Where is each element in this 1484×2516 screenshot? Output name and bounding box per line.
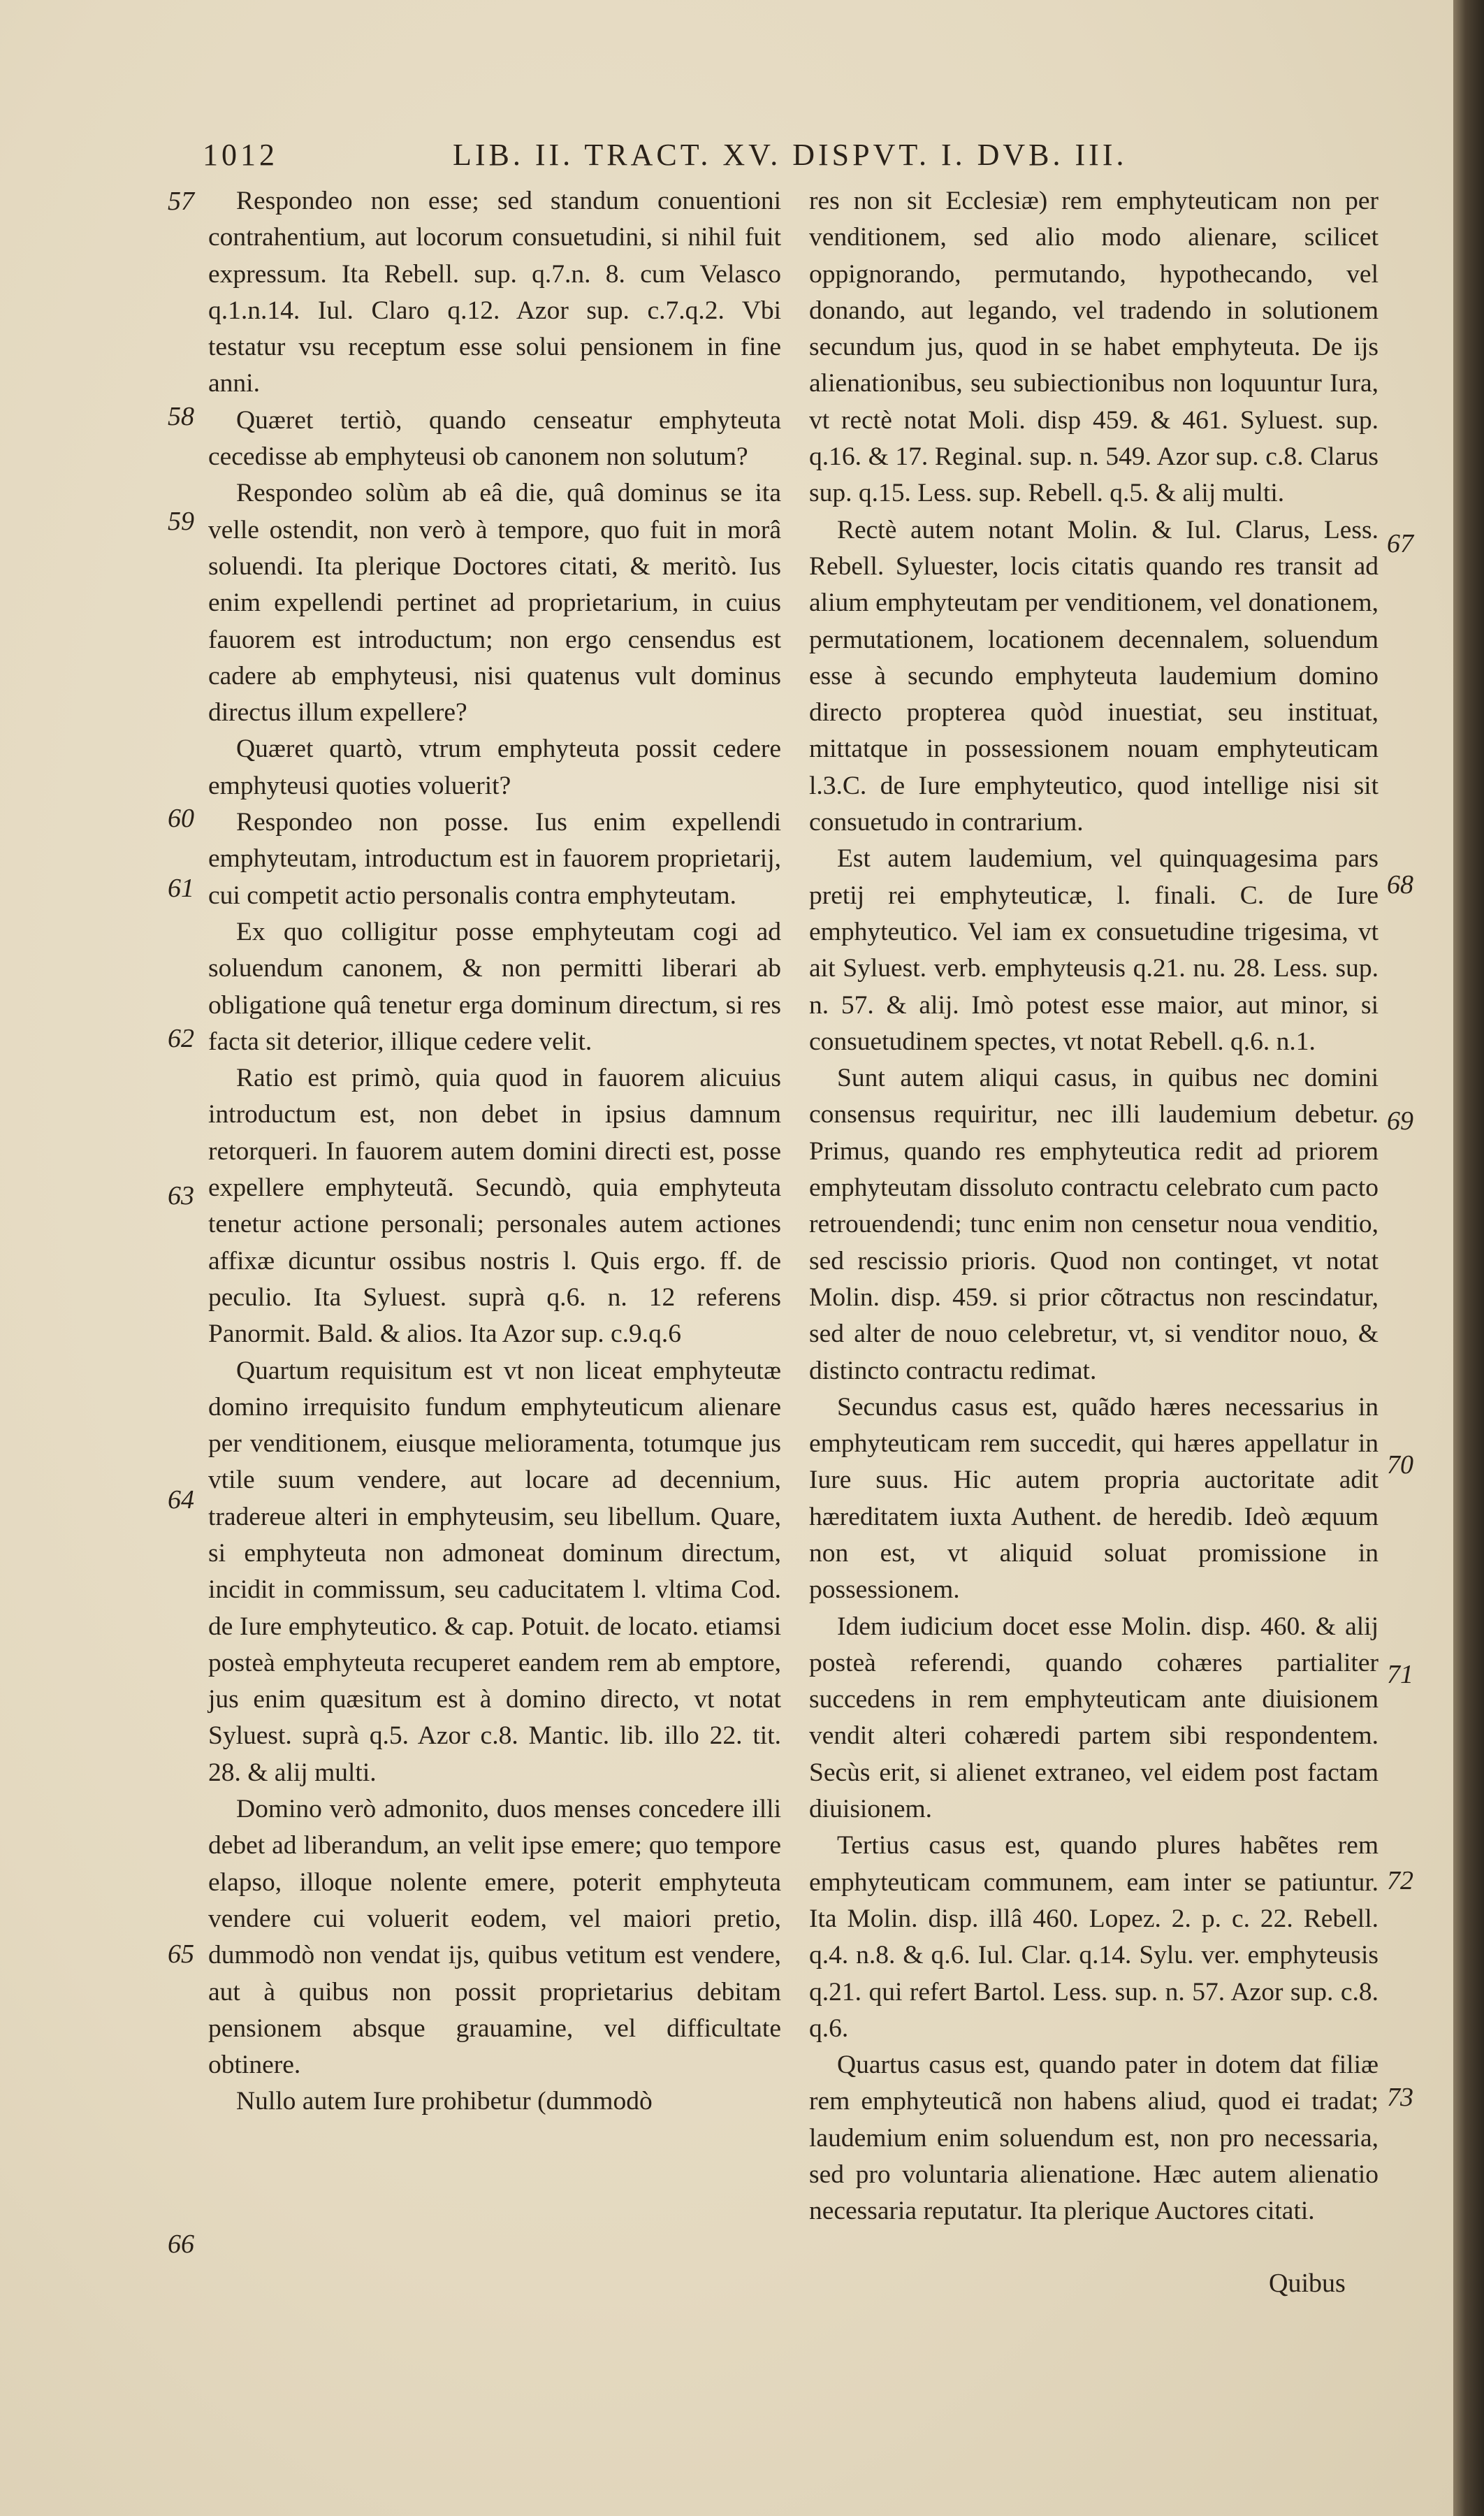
paragraph: Nullo autem Iure prohibetur (dummodò: [236, 2087, 653, 2116]
paragraph: Rectè autem notant Molin. & Iul. Clarus, Less. Rebell. Syluester, locis citatis quando res transit ad alium emphyteutam per venditionem, vel donationem, permutationem, locationem decennalem, soluendum esse à secundo emphyteuta laudemium domino directo propterea quòd inuestiat, seu instituat, mittatque in possessionem nouam emphyteuticam l.3.C. de Iure emphyteutico, quod intellige nisi sit consuetudo in contrarium.: [809, 515, 1378, 837]
margin-number: 72: [1387, 1866, 1413, 1895]
paragraph: Secundus casus est, quãdo hæres necessarius in emphyteuticam rem succedit, qui hæres appellatur in Iure suus. Hic autem propria auctoritate adit hæreditatem iuxta Authent. de heredib. Ideò æquum non est, vt aliquid soluat promissione in possessionem.: [809, 1392, 1378, 1605]
margin-number: 64: [168, 1485, 194, 1514]
paragraph: Est autem laudemium, vel quinquagesima pars pretij rei emphyteuticæ, l. finali. C. de Iure emphyteutico. Vel iam ex consuetudine trigesima, vt ait Syluest. verb. emphyteusis q.21. nu. 28. Less. sup. n. 57. & alij. Imò potest esse maior, aut minor, si consuetudinem spectes, vt notat Rebell. q.6. n.1.: [809, 844, 1378, 1056]
margin-number: 62: [168, 1024, 194, 1053]
margin-number: 57: [168, 187, 194, 216]
margin-number: 61: [168, 874, 194, 903]
margin-number: 68: [1387, 870, 1413, 899]
running-title: LIB. II. TRACT. XV. DISPVT. I. DVB. III.: [453, 138, 1128, 172]
paragraph: Respondeo solùm ab eâ die, quâ dominus se ita velle ostendit, non verò à tempore, quo fuit in morâ soluendi. Ita plerique Doctores citati, & meritò. Ius enim expellendi pertinet ad proprietarium, in cuius fauorem est introductum; non ergo censendus est cadere ab emphyteusi, nisi quatenus vult dominus directus illum expellere?: [208, 479, 781, 728]
page-header: [203, 137, 1230, 179]
margin-number: 67: [1387, 529, 1413, 558]
margin-number: 66: [168, 2229, 194, 2259]
paragraph: Tertius casus est, quando plures habẽtes rem emphyteuticam communem, eam inter se patiuntur. Ita Molin. disp. illâ 460. Lopez. 2. p. c. 22. Rebell. q.4. n.8. & q.6. Iul. Clar. q.14. Sylu. ver. emphyteusis q.21. qui refert Bartol. Less. sup. n. 57. Azor sup. c.8. q.6.: [809, 1831, 1378, 2043]
paragraph: Domino verò admonito, duos menses concedere illi debet ad liberandum, an velit ipse emere; quo tempore elapso, illoque nolente emere, poterit emphyteuta vendere cui voluerit eodem, vel maiori pretio, dummodò non vendat ijs, quibus vetitum est vendere, aut à quibus non possit proprietarius debitam pensionem absque grauamine, vel difficultate obtinere.: [208, 1795, 781, 2080]
margin-number: 59: [168, 507, 194, 536]
paragraph: Respondeo non posse. Ius enim expellendi emphyteutam, introductum est in fauorem proprietarij, cui competit actio personalis contra emphyteutam.: [208, 808, 781, 910]
paragraph: Quartum requisitum est vt non liceat emphyteutæ domino irrequisito fundum emphyteuticum alienare per venditionem, eiusque melioramenta, totumque jus vtile suum vendere, aut locare ad decennium, tradereue alteri in emphyteusim, seu libellum. Quare, si emphyteuta non admoneat dominum directum, incidit in commissum, seu caducitatem l. vltima Cod. de Iure emphyteutico. & cap. Potuit. de locato. etiamsi posteà emphyteuta recuperet eandem rem ab emptore, jus enim quæsitum est à domino directo, vt notat Syluest. suprà q.5. Azor c.8. Mantic. lib. illo 22. tit. 28. & alij multi.: [208, 1356, 781, 1787]
paragraph: Ratio est primò, quia quod in fauorem alicuius introductum est, non debet in ipsius damnum retorqueri. In fauorem autem domini directi est, posse expellere emphyteutã. Secundò, quia emphyteuta tenetur actione personali; personales autem actiones affixæ dicuntur ossibus nostris l. Quis ergo. ff. de peculio. Ita Syluest. suprà q.6. n. 12 referens Panormit. Bald. & alios. Ita Azor sup. c.9.q.6: [208, 1064, 781, 1349]
right-column: [809, 183, 1378, 2230]
paragraph: Respondeo non esse; sed standum conuentioni contrahentium, aut locorum consuetudini, si nihil fuit expressum. Ita Rebell. sup. q.7.n. 8. cum Velasco q.1.n.14. Iul. Claro q.12. Azor sup. c.7.q.2. Vbi testatur vsu receptum esse solui pensionem in fine anni.: [208, 187, 781, 398]
paragraph: Quartus casus est, quando pater in dotem dat filiæ rem emphyteuticã non habens aliud, quod ei tradat; laudemium enim soluendum est, non pro necessaria, sed pro voluntaria alienatione. Hæc autem alienatio necessaria reputatur. Ita plerique Auctores citati.: [809, 2051, 1378, 2226]
page-number: 1012: [203, 138, 278, 172]
paragraph: res non sit Ecclesiæ) rem emphyteuticam non per venditionem, sed alio modo alienare, scilicet oppignorando, permutando, hypothecando, vel donando, aut legando, vel tradendo in solutionem secundum jus, quod in se habet emphyteuta. De ijs alienationibus, seu subiectionibus non loquuntur Iura, vt rectè notat Moli. disp 459. & 461. Syluest. sup. q.16. & 17. Reginal. sup. n. 549. Azor sup. c.8. Clarus sup. q.15. Less. sup. Rebell. q.5. & alij multi.: [809, 187, 1378, 508]
paragraph: Ex quo colligitur posse emphyteutam cogi ad soluendum canonem, & non permitti liberari ab obligatione quâ tenetur erga dominum directum, si res facta sit deterior, illique cedere velit.: [208, 917, 781, 1056]
margin-number: 65: [168, 1939, 194, 1969]
margin-number: 60: [168, 804, 194, 833]
paragraph: Sunt autem aliqui casus, in quibus nec domini consensus requiritur, nec illi laudemium debetur. Primus, quando res emphyteutica redit ad priorem emphyteutam dissoluto contractu celebrato cum pacto retrouendendi; tunc enim non censetur noua venditio, sed rescissio prioris. Quod non continget, vt notat Molin. disp. 459. si prior cõtractus non rescindatur, sed alter de nouo celebretur, vt, si venditor nouo, & distincto contractu redimat.: [809, 1064, 1378, 1385]
catchword: Quibus: [1269, 2269, 1346, 2298]
paragraph: Quæret quartò, vtrum emphyteuta possit cedere emphyteusi quoties voluerit?: [208, 735, 781, 800]
margin-number: 70: [1387, 1450, 1413, 1480]
margin-number: 73: [1387, 2083, 1413, 2112]
page-edge-shadow: [1453, 0, 1484, 2516]
margin-number: 63: [168, 1181, 194, 1210]
margin-number: 69: [1387, 1106, 1413, 1136]
paragraph: Quæret tertiò, quando censeatur emphyteuta cecedisse ab emphyteusi ob canonem non solutum?: [208, 405, 781, 472]
left-column: [208, 183, 781, 2120]
paragraph: Idem iudicium docet esse Molin. disp. 460. & alij posteà referendi, quando cohæres partialiter succedens in rem emphyteuticam ante diuisionem vendit alteri cohæredi partem sibi respondentem. Secùs erit, si alienet extraneo, vel eidem post factam diuisionem.: [809, 1612, 1378, 1824]
margin-number: 58: [168, 402, 194, 431]
margin-number: 71: [1387, 1660, 1413, 1689]
